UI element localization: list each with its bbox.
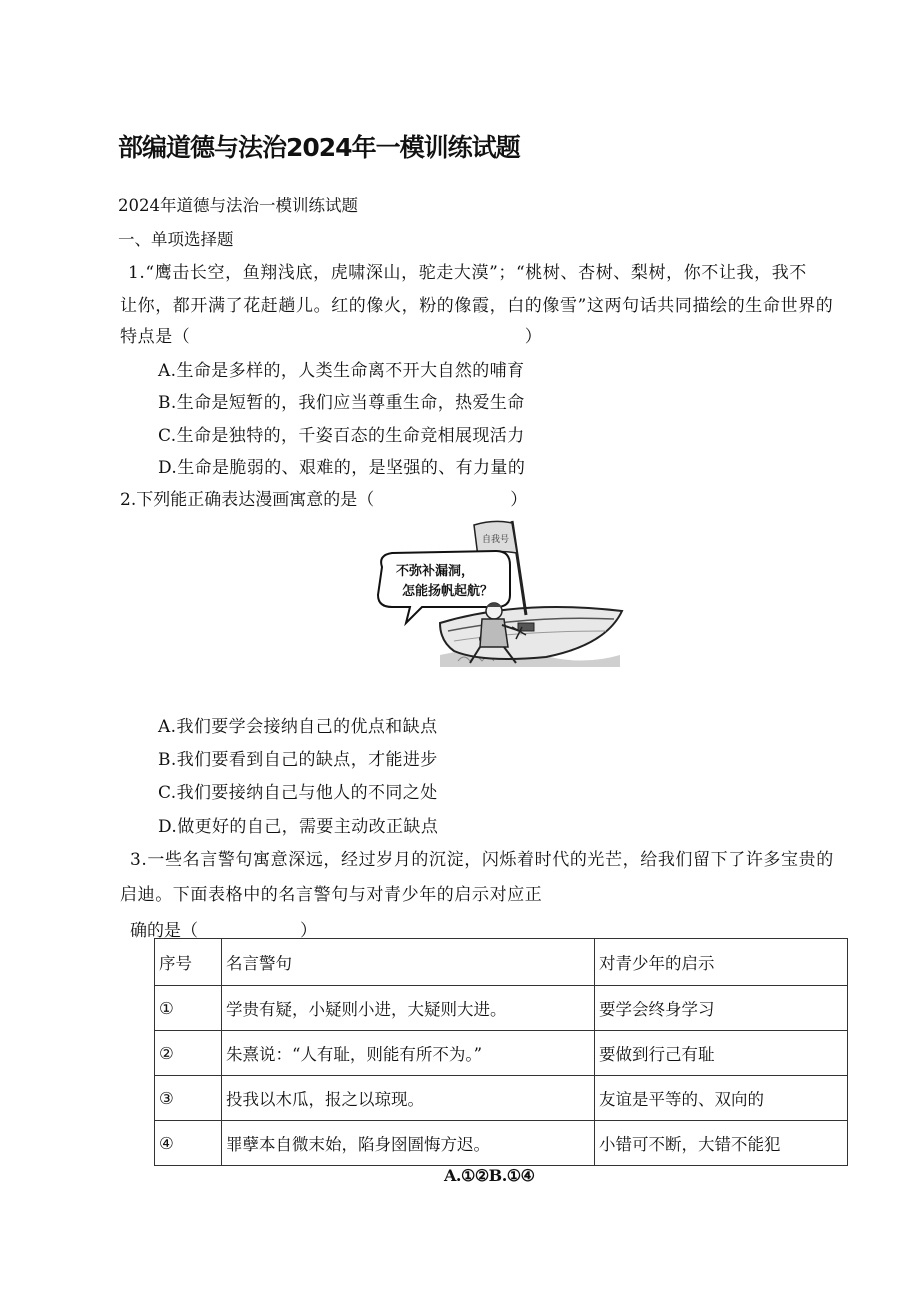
row-lesson: 要做到行己有耻 xyxy=(595,1031,848,1076)
q2-option-a[interactable]: A.我们要学会接纳自己的优点和缺点 xyxy=(158,717,438,737)
section-heading: 一、单项选择题 xyxy=(118,230,234,249)
q1-option-b[interactable]: B.生命是短暂的，我们应当尊重生命，热爱生命 xyxy=(158,393,525,413)
row-lesson: 友谊是平等的、双向的 xyxy=(595,1076,848,1121)
q3-stem-end: 确的是（ ） xyxy=(130,921,317,941)
bubble-line-1: 不弥补漏洞， xyxy=(396,564,475,579)
maxims-table xyxy=(154,938,848,1166)
row-maxim: 罪孽本自微末始，陷身囹圄悔方迟。 xyxy=(222,1121,595,1166)
flag-label: 自我号 xyxy=(482,535,510,545)
q2-option-c[interactable]: C.我们要接纳自己与他人的不同之处 xyxy=(158,783,438,803)
header-lesson: 对青少年的启示 xyxy=(595,939,848,986)
table-header-row xyxy=(155,939,848,986)
row-maxim: 朱熹说：“人有耻，则能有所不为。” xyxy=(222,1031,595,1076)
row-index: ① xyxy=(155,986,222,1031)
row-lesson: 小错可不断，大错不能犯 xyxy=(595,1121,848,1166)
q1-option-a[interactable]: A.生命是多样的，人类生命离不开大自然的哺育 xyxy=(158,361,525,381)
q1-option-d[interactable]: D.生命是脆弱的、艰难的，是坚强的、有力量的 xyxy=(158,458,526,478)
q1-stem-line-2: 让你，都开满了花赶趟儿。红的像火，粉的像霞，白的像雪”这两句话共同描绘的生命世界的 xyxy=(120,296,834,316)
table-row xyxy=(155,1031,848,1076)
document-title: 部编道德与法治2024年一模训练试题 xyxy=(118,133,520,162)
q3-answer-options[interactable]: A.①②B.①④ xyxy=(444,1166,535,1185)
q2-stem: 2.下列能正确表达漫画寓意的是（ ） xyxy=(120,490,528,510)
row-index: ④ xyxy=(155,1121,222,1166)
q1-stem-line-1: 1.“鹰击长空，鱼翔浅底，虎啸深山，驼走大漠”；“桃树、杏树、梨树，你不让我，我不 xyxy=(128,263,807,283)
q3-stem-line-2: 启迪。下面表格中的名言警句与对青少年的启示对应正 xyxy=(120,885,543,905)
bubble-line-2: 怎能扬帆起航？ xyxy=(402,584,494,599)
q1-option-c[interactable]: C.生命是独特的，千姿百态的生命竞相展现活力 xyxy=(158,426,525,446)
header-maxim: 名言警句 xyxy=(222,939,595,986)
row-maxim: 投我以木瓜，报之以琼现。 xyxy=(222,1076,595,1121)
q3-stem-line-1: 3.一些名言警句寓意深远，经过岁月的沉淀，闪烁着时代的光芒，给我们留下了许多宝贵的 xyxy=(130,850,834,870)
table-row xyxy=(155,986,848,1031)
exam-subtitle: 2024年道德与法治一模训练试题 xyxy=(118,196,358,215)
table-row xyxy=(155,1121,848,1166)
row-maxim: 学贵有疑，小疑则小进，大疑则大进。 xyxy=(222,986,595,1031)
cartoon-illustration xyxy=(370,515,625,667)
q2-option-b[interactable]: B.我们要看到自己的缺点，才能进步 xyxy=(158,750,438,770)
row-index: ② xyxy=(155,1031,222,1076)
row-index: ③ xyxy=(155,1076,222,1121)
table-row xyxy=(155,1076,848,1121)
q2-option-d[interactable]: D.做更好的自己，需要主动改正缺点 xyxy=(158,817,439,837)
header-index: 序号 xyxy=(155,939,222,986)
row-lesson: 要学会终身学习 xyxy=(595,986,848,1031)
q1-stem-line-3: 特点是（ ） xyxy=(120,327,543,347)
